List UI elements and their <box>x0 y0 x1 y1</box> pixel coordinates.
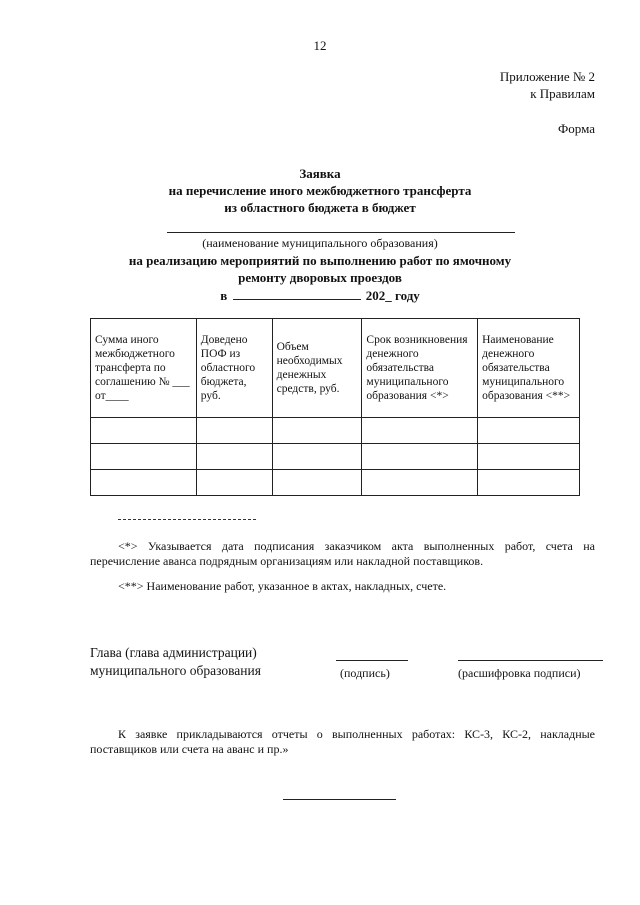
municipality-blank-line <box>167 232 515 233</box>
table-cell[interactable] <box>91 470 197 496</box>
appendix-reference <box>500 68 595 102</box>
appendix-number: Приложение № 2 <box>499 69 595 84</box>
page-number: 12 <box>313 38 327 53</box>
header-obligation-date: Срок возникновения денежного обязательства муниципального образования <*> <box>362 319 478 418</box>
table-row <box>91 444 580 470</box>
year-suffix: 202_ году <box>365 288 420 303</box>
table-cell[interactable] <box>196 444 272 470</box>
table-cell[interactable] <box>362 470 478 496</box>
year-blank <box>233 287 361 300</box>
purpose-line-2: ремонту дворовых проездов <box>238 270 402 285</box>
footnote-separator <box>118 519 256 520</box>
table-cell[interactable] <box>272 470 362 496</box>
signatory-title <box>90 644 261 680</box>
purpose-line-1: на реализацию мероприятий по выполнению работ по ямочному <box>128 253 512 268</box>
table-cell[interactable] <box>272 418 362 444</box>
table-cell[interactable] <box>478 418 580 444</box>
header-brought-pof: Доведено ПОФ из областного бюджета, руб. <box>196 319 272 418</box>
document-title <box>60 165 580 216</box>
signature-decode-label: (расшифровка подписи) <box>458 666 581 680</box>
table-cell[interactable] <box>91 444 197 470</box>
header-transfer-amount: Сумма иного межбюджетного трансферта по соглашению № ___ от____ <box>91 319 197 418</box>
form-label: Форма <box>558 121 595 136</box>
table-cell[interactable] <box>362 418 478 444</box>
footnote-1: <*> Указывается дата подписания заказчиком акта выполненных работ, счета на перечисление аванса подрядным организациям или накладной поставщиков. <box>90 539 595 568</box>
signature-decode-line[interactable] <box>458 660 603 661</box>
title-line-1: Заявка <box>299 166 341 181</box>
table-row <box>91 470 580 496</box>
signature-line[interactable] <box>336 660 408 661</box>
purpose-text <box>80 252 560 286</box>
title-line-2: на перечисление иного межбюджетного трансферта <box>168 183 472 198</box>
request-table <box>90 318 580 496</box>
signatory-title-line-1: Глава (глава администрации) <box>90 645 257 660</box>
header-obligation-name: Наименование денежного обязательства муниципального образования <**> <box>478 319 580 418</box>
signature-label: (подпись) <box>340 666 390 680</box>
table-header-row <box>91 319 580 418</box>
table-cell[interactable] <box>196 418 272 444</box>
header-required-funds: Объем необходимых денежных средств, руб. <box>272 319 362 418</box>
table-cell[interactable] <box>362 444 478 470</box>
table-cell[interactable] <box>478 444 580 470</box>
footnote-2: <**> Наименование работ, указанное в актах, накладных, счете. <box>118 579 447 593</box>
table-cell[interactable] <box>91 418 197 444</box>
end-line <box>283 799 396 800</box>
table-cell[interactable] <box>196 470 272 496</box>
table-cell[interactable] <box>272 444 362 470</box>
table-cell[interactable] <box>478 470 580 496</box>
table-row <box>91 418 580 444</box>
appendix-rules: к Правилам <box>530 86 595 101</box>
municipality-caption: (наименование муниципального образования) <box>202 236 438 250</box>
year-line <box>0 287 640 304</box>
title-line-3: из областного бюджета в бюджет <box>224 200 416 215</box>
year-prefix: в <box>220 288 228 303</box>
attachment-note: К заявке прикладываются отчеты о выполненных работах: КС-3, КС-2, накладные поставщиков или счета на аванс и пр.» <box>90 727 595 756</box>
signatory-title-line-2: муниципального образования <box>90 663 261 678</box>
